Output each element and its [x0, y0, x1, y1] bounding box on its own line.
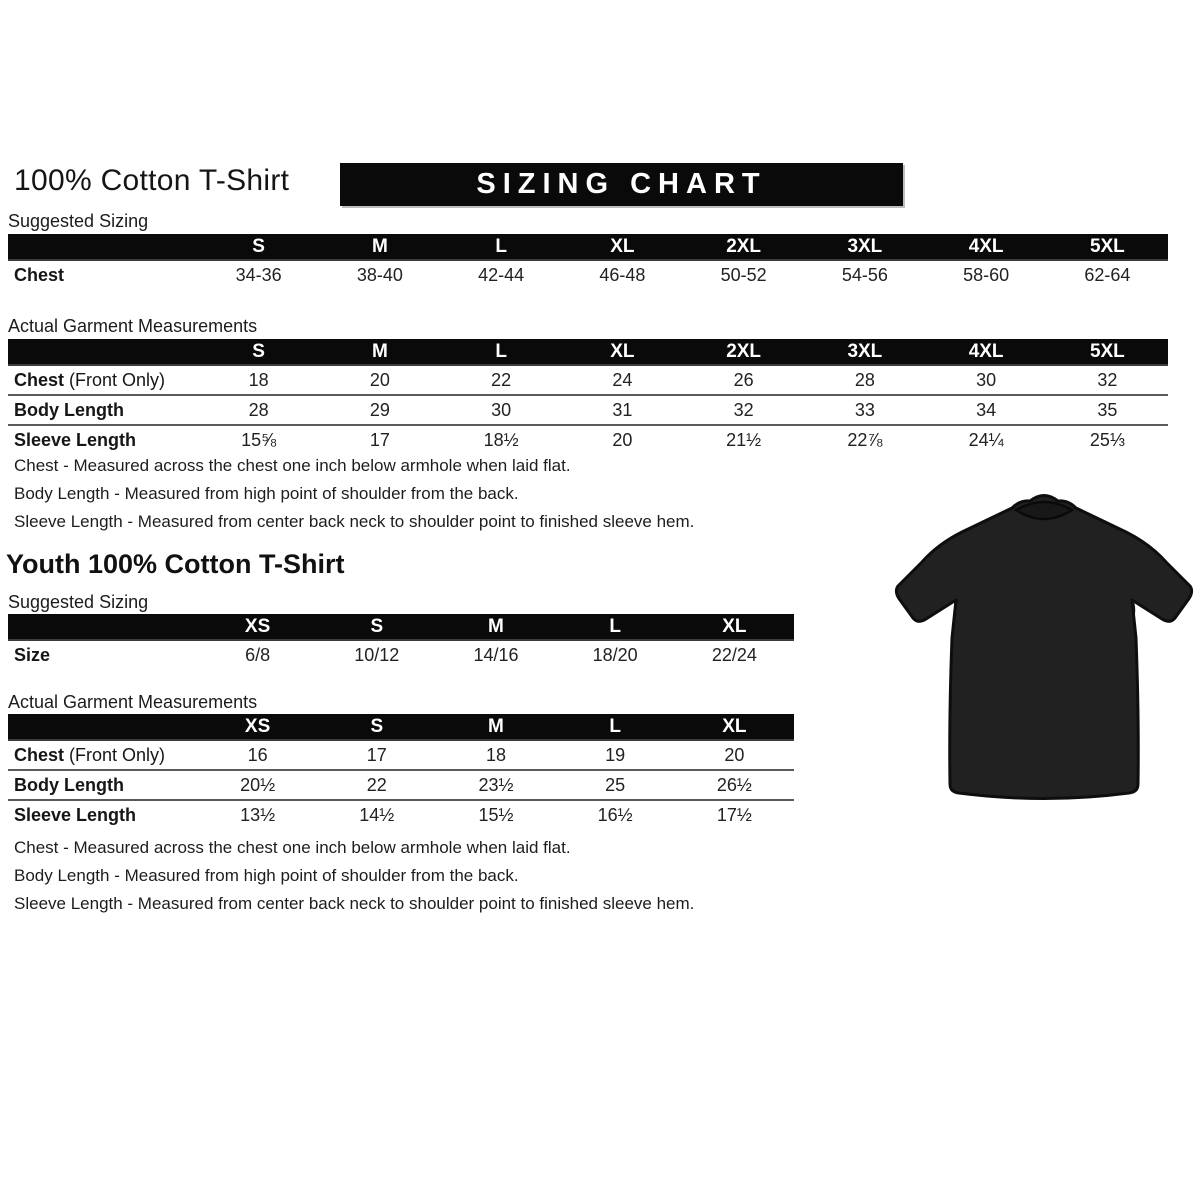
measurement-value-cell: 58-60 [963, 264, 1010, 285]
measurement-value-cell: 18/20 [592, 644, 638, 665]
measurement-value-cell: 10/12 [354, 644, 400, 665]
size-column-header: L [556, 614, 675, 640]
measurement-value-cell: 20 [724, 744, 745, 765]
size-column-header: XL [675, 714, 794, 740]
row-label-suffix: (Front Only) [64, 744, 166, 765]
measurement-value-cell: 22 [317, 770, 436, 800]
measurement-value-cell: 34-36 [235, 264, 282, 285]
measurement-value-cell: 30 [976, 369, 997, 390]
measurement-row [8, 640, 794, 669]
size-column-header: 5XL [1047, 339, 1168, 365]
size-column-header: M [319, 234, 440, 260]
measurement-value-cell: 28 [854, 369, 875, 390]
measurement-note: Chest - Measured across the chest one inch below armhole when laid flat. [14, 838, 571, 857]
size-column-header: S [317, 714, 436, 740]
size-column-header: L [556, 714, 675, 740]
measurement-value-cell: 31 [562, 395, 683, 425]
measurement-note: Chest - Measured across the chest one inch below armhole when laid flat. [14, 456, 571, 475]
measurement-note: Sleeve Length - Measured from center back neck to shoulder point to finished sleeve hem. [14, 894, 695, 913]
measurement-note: Body Length - Measured from high point of shoulder from the back. [14, 866, 519, 885]
measurement-value-cell: 38-40 [356, 264, 403, 285]
measurement-value-cell: 24 [612, 369, 633, 390]
size-column-header: 4XL [926, 339, 1047, 365]
measurement-value-cell: 18½ [441, 425, 562, 454]
youth-garment-measurements-table [8, 714, 794, 829]
row-label: Body Length [8, 395, 198, 425]
size-column-header: S [198, 234, 319, 260]
measurement-value-cell: 17 [319, 425, 440, 454]
size-column-header: 3XL [804, 339, 925, 365]
measurement-value-cell: 17 [366, 744, 387, 765]
size-column-header: L [441, 234, 562, 260]
adult-suggested-sizing-label: Suggested Sizing [8, 211, 149, 231]
measurement-value-cell: 17½ [675, 800, 794, 829]
measurement-value-cell: 16½ [556, 800, 675, 829]
measurement-value-cell: 30 [441, 395, 562, 425]
black-tshirt-photo [888, 488, 1200, 806]
measurement-value-cell: 26½ [675, 770, 794, 800]
measurement-value-cell: 42-44 [478, 264, 525, 285]
measurement-value-cell: 15½ [436, 800, 555, 829]
size-column-header: 3XL [804, 234, 925, 260]
measurement-row [8, 800, 794, 829]
measurement-value-cell: 34 [926, 395, 1047, 425]
row-label-suffix: (Front Only) [64, 369, 166, 390]
youth-garment-measurements-label: Actual Garment Measurements [8, 692, 258, 712]
sizing-chart-banner-text: SIZING CHART [476, 168, 767, 200]
measurement-value-cell: 62-64 [1084, 264, 1131, 285]
measurement-value-cell: 22 [491, 369, 512, 390]
row-label: Sleeve Length [8, 425, 198, 454]
measurement-value-cell: 6/8 [245, 644, 271, 665]
measurement-value-cell: 20 [562, 425, 683, 454]
measurement-value-cell: 14½ [317, 800, 436, 829]
size-column-header: 4XL [926, 234, 1047, 260]
youth-measurement-notes [8, 834, 848, 918]
measurement-value-cell: 32 [683, 395, 804, 425]
measurement-row [8, 365, 1168, 395]
size-column-header: M [436, 614, 555, 640]
measurement-row [8, 425, 1168, 454]
adult-product-title: 100% Cotton T-Shirt [14, 164, 290, 197]
table-corner-cell [8, 234, 198, 260]
size-column-header: XL [562, 234, 683, 260]
size-column-header: M [319, 339, 440, 365]
measurement-value-cell: 25 [556, 770, 675, 800]
measurement-note: Sleeve Length - Measured from center back neck to shoulder point to finished sleeve hem. [14, 512, 695, 531]
measurement-value-cell: 18 [485, 744, 506, 765]
measurement-row [8, 395, 1168, 425]
measurement-value-cell: 13½ [198, 800, 317, 829]
size-column-header: M [436, 714, 555, 740]
size-column-header: 2XL [683, 234, 804, 260]
measurement-value-cell: 25⅓ [1047, 425, 1168, 454]
table-corner-cell [8, 339, 198, 365]
row-label: Chest [14, 264, 65, 285]
measurement-row [8, 260, 1168, 289]
sizing-chart-banner [340, 163, 903, 206]
measurement-value-cell: 32 [1097, 369, 1118, 390]
adult-measurement-notes [8, 452, 848, 536]
measurement-value-cell: 22⅞ [804, 425, 925, 454]
size-column-header: XL [562, 339, 683, 365]
adult-suggested-sizing-table [8, 234, 1168, 289]
measurement-value-cell: 23½ [436, 770, 555, 800]
measurement-value-cell: 14/16 [473, 644, 519, 665]
measurement-row [8, 770, 794, 800]
measurement-value-cell: 46-48 [599, 264, 646, 285]
measurement-row [8, 740, 794, 770]
adult-garment-measurements-label: Actual Garment Measurements [8, 316, 258, 336]
table-corner-cell [8, 714, 198, 740]
measurement-value-cell: 15⅝ [198, 425, 319, 454]
size-column-header: XL [675, 614, 794, 640]
measurement-value-cell: 35 [1047, 395, 1168, 425]
measurement-value-cell: 28 [198, 395, 319, 425]
size-column-header: S [198, 339, 319, 365]
measurement-note: Body Length - Measured from high point of shoulder from the back. [14, 484, 519, 503]
row-label: Sleeve Length [8, 800, 198, 829]
measurement-value-cell: 26 [733, 369, 754, 390]
row-label: Chest (Front Only) [14, 744, 166, 765]
size-column-header: XS [198, 614, 317, 640]
table-corner-cell [8, 614, 198, 640]
youth-product-title: Youth 100% Cotton T-Shirt [6, 549, 345, 579]
size-column-header: XS [198, 714, 317, 740]
row-label: Body Length [8, 770, 198, 800]
measurement-value-cell: 50-52 [720, 264, 767, 285]
size-column-header: L [441, 339, 562, 365]
measurement-value-cell: 20 [369, 369, 390, 390]
row-label: Chest (Front Only) [14, 369, 166, 390]
youth-suggested-sizing-label: Suggested Sizing [8, 592, 149, 612]
measurement-value-cell: 24¼ [926, 425, 1047, 454]
measurement-value-cell: 33 [804, 395, 925, 425]
youth-suggested-sizing-table [8, 614, 794, 669]
size-column-header: S [317, 614, 436, 640]
measurement-value-cell: 29 [319, 395, 440, 425]
measurement-value-cell: 18 [248, 369, 269, 390]
size-column-header: 5XL [1047, 234, 1168, 260]
measurement-value-cell: 19 [605, 744, 626, 765]
measurement-value-cell: 16 [247, 744, 268, 765]
measurement-value-cell: 22/24 [711, 644, 757, 665]
measurement-value-cell: 20½ [198, 770, 317, 800]
size-column-header: 2XL [683, 339, 804, 365]
measurement-value-cell: 21½ [683, 425, 804, 454]
adult-garment-measurements-table [8, 339, 1168, 454]
measurement-value-cell: 54-56 [841, 264, 888, 285]
row-label: Size [14, 644, 51, 665]
